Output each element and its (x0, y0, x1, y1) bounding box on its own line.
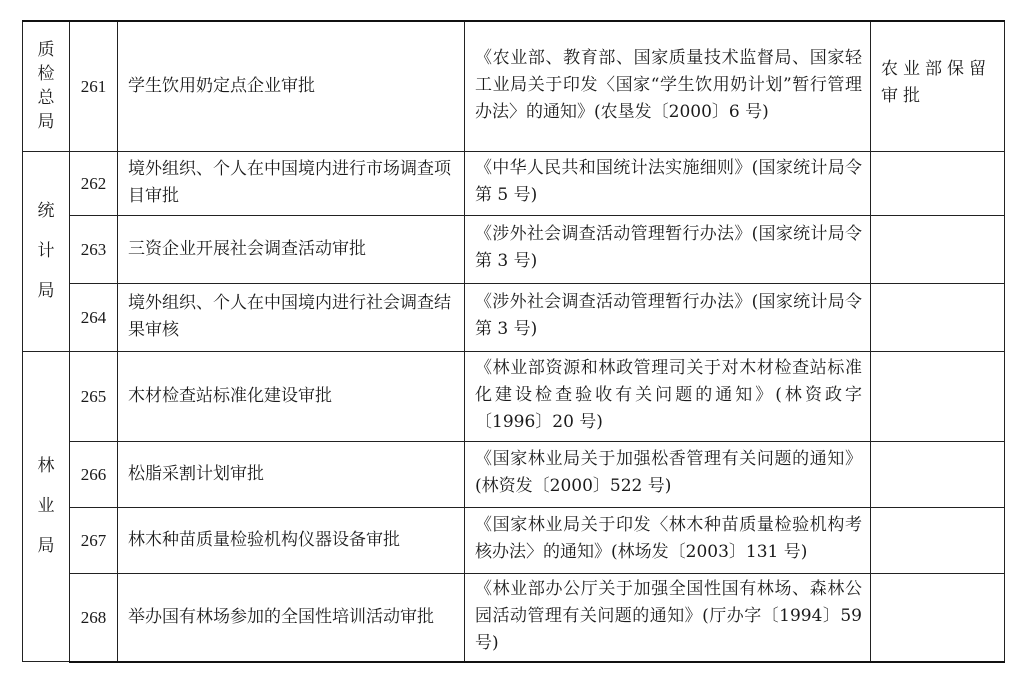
remark (871, 573, 1005, 662)
item-name: 境外组织、个人在中国境内进行社会调查结果审核 (118, 283, 465, 351)
item-name: 林木种苗质量检验机构仪器设备审批 (118, 507, 465, 573)
dept-cell-quality: 质 检 总 局 (23, 21, 70, 151)
table-row (23, 351, 1005, 441)
item-name: 举办国有林场参加的全国性培训活动审批 (118, 573, 465, 662)
legal-basis: 《林业部资源和林政管理司关于对木材检查站标准化建设检查验收有关问题的通知》(林资政字〔1996〕20 号) (465, 351, 871, 441)
legal-basis: 《涉外社会调查活动管理暂行办法》(国家统计局令第 3 号) (465, 215, 871, 283)
remark (871, 151, 1005, 215)
item-name: 三资企业开展社会调查活动审批 (118, 215, 465, 283)
row-number: 266 (70, 441, 118, 507)
item-name: 松脂采割计划审批 (118, 441, 465, 507)
remark (871, 441, 1005, 507)
row-number: 263 (70, 215, 118, 283)
remark (871, 283, 1005, 351)
legal-basis: 《国家林业局关于印发〈林木种苗质量检验机构考核办法〉的通知》(林场发〔2003〕131 号) (465, 507, 871, 573)
approval-table (22, 20, 1005, 663)
remark (871, 507, 1005, 573)
remark (871, 351, 1005, 441)
legal-basis: 《涉外社会调查活动管理暂行办法》(国家统计局令第 3 号) (465, 283, 871, 351)
remark (871, 215, 1005, 283)
table-row (23, 441, 1005, 507)
table-row (23, 573, 1005, 662)
legal-basis: 《国家林业局关于加强松香管理有关问题的通知》(林资发〔2000〕522 号) (465, 441, 871, 507)
row-number: 262 (70, 151, 118, 215)
item-name: 学生饮用奶定点企业审批 (118, 21, 465, 151)
table-row (23, 151, 1005, 215)
legal-basis: 《林业部办公厅关于加强全国性国有林场、森林公园活动管理有关问题的通知》(厅办字〔1994〕59 号) (465, 573, 871, 662)
table-row (23, 21, 1005, 151)
row-number: 268 (70, 573, 118, 662)
item-name: 木材检查站标准化建设审批 (118, 351, 465, 441)
row-number: 267 (70, 507, 118, 573)
row-number: 265 (70, 351, 118, 441)
remark: 农业部保留审批 (871, 21, 1005, 151)
dept-cell-statistics: 统 计 局 (23, 151, 70, 351)
legal-basis: 《中华人民共和国统计法实施细则》(国家统计局令第 5 号) (465, 151, 871, 215)
item-name: 境外组织、个人在中国境内进行市场调查项目审批 (118, 151, 465, 215)
table-row (23, 283, 1005, 351)
dept-cell-forestry: 林 业 局 (23, 351, 70, 662)
legal-basis: 《农业部、教育部、国家质量技术监督局、国家轻工业局关于印发〈国家“学生饮用奶计划”暂行管理办法〉的通知》(农垦发〔2000〕6 号) (465, 21, 871, 151)
table-row (23, 215, 1005, 283)
row-number: 264 (70, 283, 118, 351)
table-row (23, 507, 1005, 573)
row-number: 261 (70, 21, 118, 151)
